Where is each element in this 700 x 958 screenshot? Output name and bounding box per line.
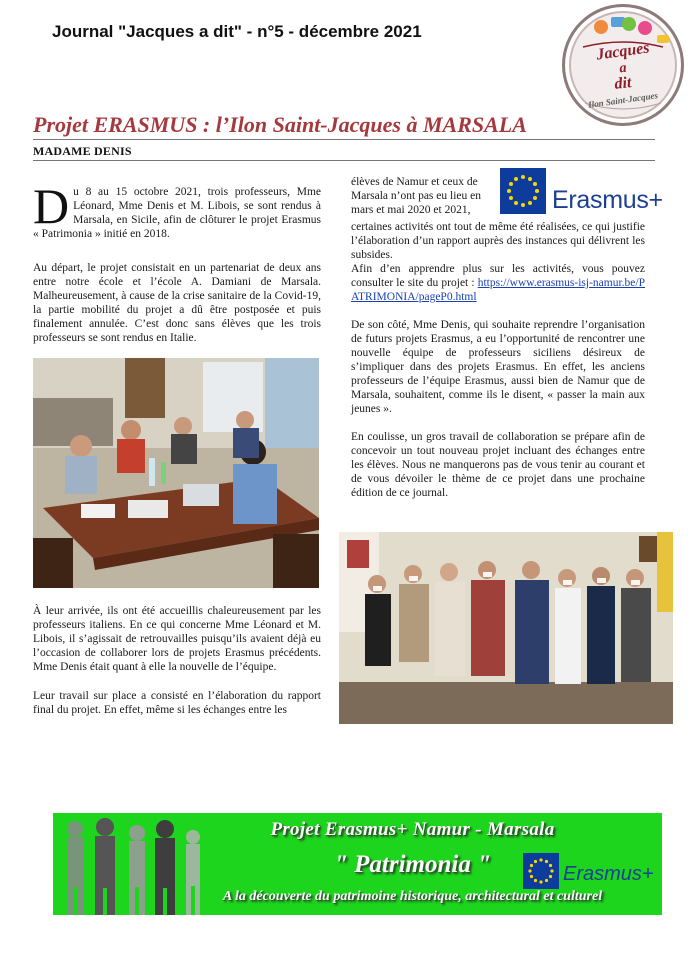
erasmus-plus-wordmark: Erasmus+ (552, 186, 663, 214)
banner-erasmus-wordmark: Erasmus+ (563, 863, 654, 885)
paragraph-intro-text: u 8 au 15 octobre 2021, trois professeurs, Mme Léonard, Mme Denis et M. Libois, se sont rendus à Marsala, en Sicile, afin de clôturer le projet Erasmus « Patrimonia » initié en 2018. (33, 186, 321, 240)
paragraph-website-text: Afin d’en apprendre plus sur les activités, vous pouvez consulter le site du projet : (351, 263, 645, 289)
paragraph-future-project: En coulisse, un gros travail de collaboration se prépare afin de concevoir un tout nouveau projet incluant des échanges entre les élèves. Nous ne manquerons pas de vous tenir au courant et de vous dévoiler le thème de ce projet dans une prochaine édition de ce journal. (351, 431, 645, 499)
logo-brand-line3: dit (613, 74, 633, 93)
author-divider (33, 160, 655, 161)
paragraph-exchanges-top: élèves de Namur et ceux de Marsala n’ont pas eu lieu en mars et mai 2020 et 2021, (351, 176, 481, 216)
paragraph-exchanges-bottom: certaines activités ont tout de même été réalisées, ce qui justifie l’élaboration d’un rapport auprès des instances qui délivrent les subsides. (351, 221, 645, 261)
title-divider (33, 139, 655, 140)
banner-tagline: A la découverte du patrimoine historique, architectural et culturel (222, 889, 603, 904)
banner-erasmus-logo (523, 853, 653, 893)
drop-cap: D (33, 178, 70, 234)
article-title: Projet ERASMUS : l’Ilon Saint-Jacques à MARSALA (33, 112, 527, 137)
paragraph-intro (33, 178, 321, 241)
eu-flag-icon (500, 168, 546, 214)
paragraph-new-team: De son côté, Mme Denis, qui souhaite reprendre l’organisation de futurs projets Erasmus, a eu l’opportunité de rencontrer une nouvelle équipe de professeurs siciliens désireux de s’impliquer dans des projets Erasmus. En effet, les anciens professeurs de l’équipe Erasmus, aussi bien de Namur que de Marsala, souhaitent, comme ils le disent, « passer la main aux jeunes ». (351, 319, 645, 415)
journal-header-title: Journal "Jacques a dit" - n°5 - décembre 2021 (52, 22, 422, 41)
photo-group-teachers (339, 532, 673, 724)
project-website-link[interactable]: https://www.erasmus-isj-namur.be/PATRIMONIA/pageP0.html (351, 277, 646, 303)
paragraph-arrival: À leur arrivée, ils ont été accueillis chaleureusement par les professeurs italiens. En ce qui concerne Mme Léonard et M. Libois, il s’agissait de retrouvailles puisqu’ils avaient déjà eu l’occasion de collaborer lors de projets Erasmus précédents. Mme Denis était quant à elle la nouvelle de l’équipe. (33, 605, 321, 673)
patrimonia-banner (53, 813, 662, 915)
banner-eu-flag-icon (523, 853, 559, 889)
paragraph-context: Au départ, le projet consistait en un partenariat de deux ans entre notre école et l’école A. Damiani de Marsala. Malheureusement, à cause de la crise sanitaire de la Covid-19, la partie mobilité du projet a dû être postposée et puis finalement annulée. C’est donc sans élèves que les trois professeurs se sont rendus en Italie. (33, 262, 321, 344)
eu-stars-icon (500, 168, 546, 214)
photo-classroom-meeting (33, 358, 319, 588)
logo-brand-line1: Jacques (595, 39, 651, 64)
logo-brand-line2: a (618, 60, 628, 77)
banner-project-title: Projet Erasmus+ Namur - Marsala (270, 819, 555, 840)
paragraph-work: Leur travail sur place a consisté en l’élaboration du rapport final du projet. En effet, même si les échanges entre les (33, 690, 321, 716)
banner-patrimonia: " Patrimonia " (334, 851, 491, 878)
article-author: MADAME DENIS (33, 144, 132, 158)
logo-subtitle: Ilon Saint-Jacques (587, 90, 659, 110)
paragraph-website (351, 262, 645, 304)
journal-logo (562, 4, 684, 126)
erasmus-plus-logo (500, 168, 663, 214)
